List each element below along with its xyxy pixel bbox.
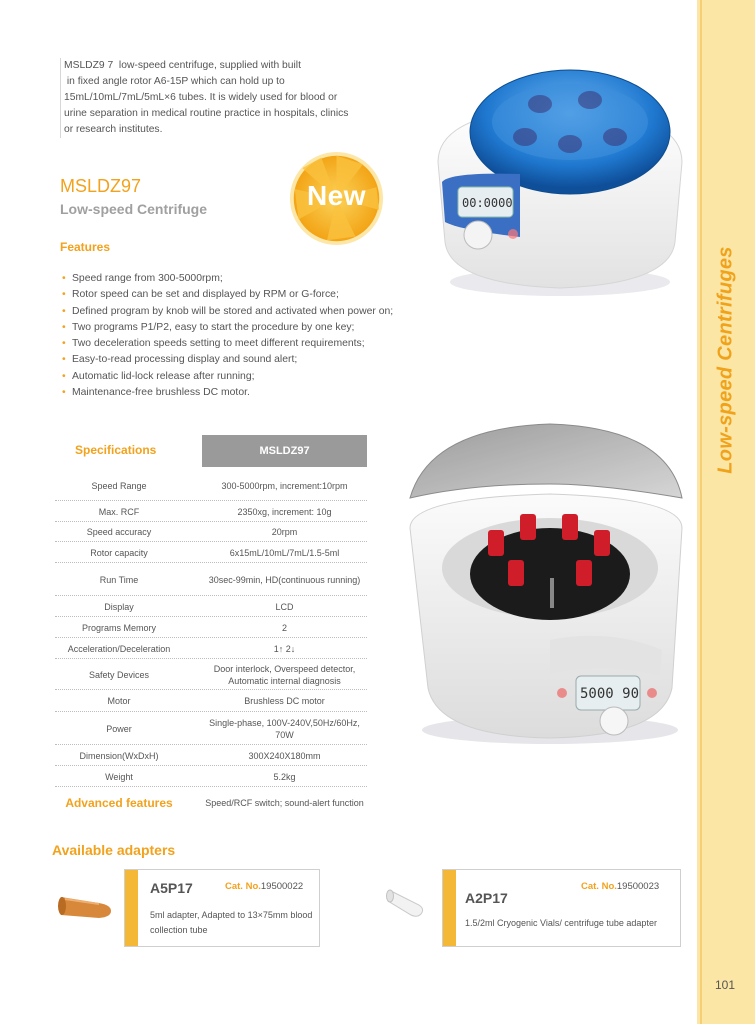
- intro-line: or research institutes.: [64, 124, 163, 135]
- cat-label: Cat. No.: [581, 881, 617, 892]
- table-row: [55, 787, 367, 819]
- spec-label: Speed accuracy: [86, 527, 152, 537]
- lcd-readout-bottom: 5000 90: [580, 686, 640, 702]
- cat-number: 19500022: [260, 881, 304, 892]
- adapter-card-a5p17: [124, 869, 320, 947]
- spec-label: Speed Range: [91, 481, 147, 491]
- spec-value: 300X240X180mm: [248, 750, 321, 761]
- feature-item: • Two programs P1/P2, easy to start the procedure by one key;: [62, 320, 393, 336]
- advanced-features-heading: Advanced features: [65, 796, 173, 810]
- spec-label: Acceleration/Deceleration: [67, 643, 171, 654]
- specifications-heading: Specifications: [75, 443, 157, 457]
- spec-label: Run Time: [99, 574, 139, 585]
- intro-line: 15mL/10mL/7mL/5mL×6 tubes. It is widely used for blood or: [64, 92, 338, 103]
- spec-value: 2: [281, 622, 287, 633]
- spec-label: Weight: [105, 771, 133, 782]
- adapter-cat-no: [581, 881, 659, 892]
- spec-label: Power: [106, 723, 132, 734]
- spec-label: Display: [104, 601, 134, 612]
- spec-value: 6x15mL/10mL/7mL/1.5-5ml: [229, 547, 340, 558]
- spec-label: Safety Devices: [88, 669, 150, 680]
- section-title: Low-speed Centrifuges: [714, 246, 737, 474]
- feature-item: • Automatic lid-lock release after running;: [62, 369, 393, 385]
- intro-line: in fixed angle rotor A6-15P which can hold up to: [64, 76, 285, 87]
- table-row: [55, 563, 367, 596]
- table-row: [55, 596, 367, 617]
- spec-label: Dimension(WxDxH): [79, 750, 159, 761]
- side-band: [697, 0, 755, 1024]
- spec-value: Door interlock, Overspeed detector, Automatic internal diagnosis: [213, 663, 356, 686]
- spec-value: Speed/RCF switch; sound-alert function: [205, 798, 364, 808]
- cat-label: Cat. No.: [225, 881, 261, 892]
- specifications-table: [55, 471, 367, 819]
- feature-item: • Two deceleration speeds setting to meet different requirements;: [62, 336, 393, 352]
- table-row: [55, 766, 367, 787]
- spec-value: 2350xg, increment: 10g: [237, 506, 332, 517]
- adapter-card-a2p17: [442, 869, 681, 947]
- adapters-heading: Available adapters: [52, 842, 176, 858]
- adapter-description: 1.5/2ml Cryogenic Vials/ centrifuge tube adapter: [465, 918, 657, 928]
- cat-number: 19500023: [616, 881, 660, 892]
- product-model: MSLDZ97: [60, 176, 142, 196]
- spec-value: Single-phase, 100V-240V,50Hz/60Hz, 70W: [209, 717, 360, 740]
- table-row: [55, 745, 367, 766]
- adapter-description: 5ml adapter, Adapted to 13×75mm blood collection tube: [150, 910, 313, 935]
- spec-value: Brushless DC motor: [244, 696, 325, 706]
- feature-item: • Rotor speed can be set and displayed by RPM or G-force;: [62, 287, 393, 303]
- adapter-a5p17-image: [55, 885, 117, 925]
- side-divider: [700, 0, 702, 1024]
- spec-label: Rotor capacity: [90, 547, 148, 558]
- intro-line: urine separation in medical routine practice in hospitals, clinics: [64, 108, 349, 119]
- table-row: [55, 690, 367, 712]
- lcd-readout-top: 00:0000: [462, 196, 513, 210]
- spec-value: 5.2kg: [273, 771, 296, 782]
- adapter-a2p17-image: [385, 883, 430, 923]
- table-row: [55, 471, 367, 501]
- spec-value: LCD: [275, 601, 294, 612]
- centrifuge-open-image: [400, 418, 690, 748]
- intro-paragraph: [60, 58, 360, 138]
- intro-line: MSLDZ9 7 low-speed centrifuge, supplied with built: [64, 60, 301, 71]
- table-row: [55, 522, 367, 542]
- card-accent-bar: [125, 870, 138, 946]
- feature-item: • Speed range from 300-5000rpm;: [62, 271, 393, 287]
- spec-model-header: MSLDZ97: [202, 435, 367, 467]
- new-badge-text: New: [306, 180, 367, 211]
- spec-value: 300-5000rpm, increment:10rpm: [221, 481, 348, 491]
- adapter-name: A2P17: [465, 890, 508, 906]
- spec-label: Motor: [107, 696, 131, 706]
- page-number: 101: [714, 978, 736, 992]
- adapter-cat-no: [225, 881, 303, 892]
- spec-label: Programs Memory: [81, 622, 156, 633]
- centrifuge-closed-image: [420, 52, 690, 302]
- spec-value: 1↑ 2↓: [273, 643, 296, 654]
- card-accent-bar: [443, 870, 456, 946]
- features-list: [62, 271, 393, 401]
- adapter-name: A5P17: [150, 880, 193, 896]
- spec-label: Max. RCF: [98, 506, 140, 517]
- product-subtitle: Low-speed Centrifuge: [60, 201, 208, 217]
- table-row: [55, 638, 367, 659]
- table-row: [55, 659, 367, 690]
- table-row: [55, 617, 367, 638]
- spec-value: 20rpm: [271, 527, 298, 537]
- feature-item: • Defined program by knob will be stored and activated when power on;: [62, 304, 393, 320]
- features-heading: Features: [60, 240, 111, 254]
- table-row: [55, 501, 367, 522]
- feature-item: • Easy-to-read processing display and sound alert;: [62, 352, 393, 368]
- table-row: [55, 712, 367, 745]
- feature-item: • Maintenance-free brushless DC motor.: [62, 385, 393, 401]
- spec-value: 30sec-99min, HD(continuous running): [208, 574, 361, 585]
- table-row: [55, 542, 367, 563]
